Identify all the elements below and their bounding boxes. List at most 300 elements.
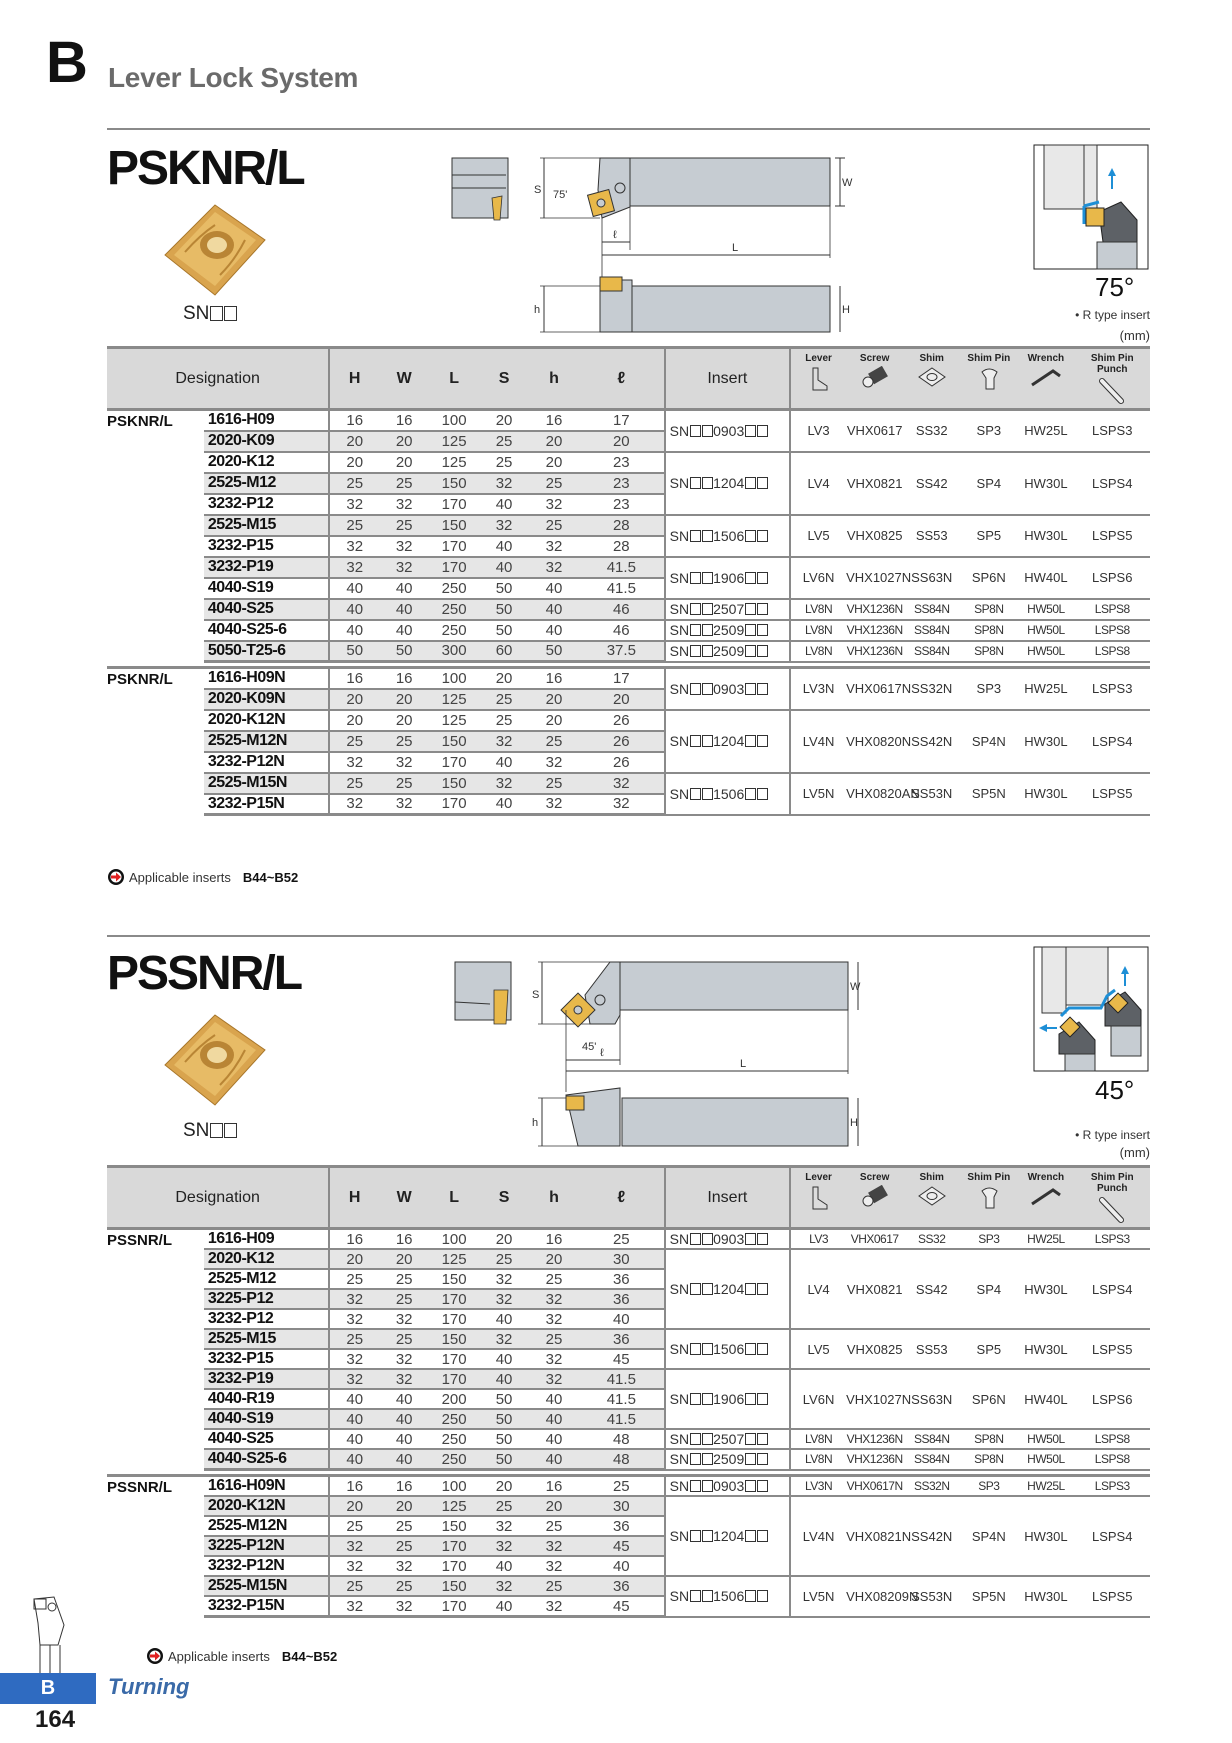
dim-H-cell: 16 [329, 1229, 379, 1250]
designation-cell: 2020-K12 [204, 452, 329, 473]
dim-H-cell: 25 [329, 773, 379, 794]
designation-cell: 3225-P12N [204, 1536, 329, 1556]
dim-W-cell: 32 [379, 1349, 429, 1369]
accessory-part-cell: VHX1236N [846, 599, 903, 620]
accessory-part-cell: HW30L [1017, 710, 1074, 773]
dim-h-cell: 20 [529, 710, 579, 731]
dim-H-cell: 16 [329, 410, 379, 431]
designation-cell: 2525-M12 [204, 1269, 329, 1289]
accessory-part-cell: LSPS8 [1074, 1429, 1150, 1449]
dim-L-cell: 150 [429, 1516, 479, 1536]
col-header-accessory: Wrench [1017, 348, 1074, 410]
accessory-part-cell: HW50L [1017, 641, 1074, 662]
insert-code-cell [665, 773, 790, 815]
dim-S-cell: 25 [479, 710, 529, 731]
approach-angle: 45° [1095, 1075, 1135, 1105]
insert-prefix: SN [669, 785, 690, 802]
dim-h-cell: 40 [529, 1449, 579, 1470]
insert-prefix: SN [669, 1281, 690, 1297]
designation-cell: 4040-S19 [204, 578, 329, 599]
accessory-part-cell: SP6N [960, 557, 1017, 599]
table-row [107, 1429, 1150, 1449]
accessory-part-cell: VHX0617 [846, 410, 903, 452]
accessory-part-cell: VHX0821 [846, 452, 903, 515]
dim-W-cell: 25 [379, 1269, 429, 1289]
accessory-part-cell: LSPS8 [1074, 1449, 1150, 1470]
col-header-l: ℓ [579, 348, 665, 410]
table-row [107, 515, 1150, 536]
col-header-l: ℓ [579, 1167, 665, 1229]
dim-H-cell: 40 [329, 1429, 379, 1449]
dim-W-cell: 32 [379, 494, 429, 515]
dim-label-h: h [532, 1117, 539, 1129]
chapter-tab[interactable]: B [0, 1673, 96, 1704]
insert-code-cell [665, 641, 790, 662]
accessory-part-cell: SS84N [903, 1449, 960, 1470]
insert-code-cell [665, 620, 790, 641]
dim-W-cell: 25 [379, 731, 429, 752]
accessory-part-cell: LSPS5 [1074, 1329, 1150, 1369]
designation-cell: 3232-P19 [204, 557, 329, 578]
dim-W-cell: 40 [379, 1409, 429, 1429]
accessory-part-cell: LSPS8 [1074, 599, 1150, 620]
accessory-part-cell: SP3 [960, 410, 1017, 452]
tool-dimension-diagram [450, 950, 930, 1150]
col-header-accessory: Screw [846, 1167, 903, 1229]
designation-cell: 3232-P15 [204, 536, 329, 557]
accessory-part-cell: LSPS5 [1074, 1576, 1150, 1617]
applicable-range[interactable]: B44~B52 [281, 1648, 338, 1664]
dim-l-cell: 23 [579, 494, 665, 515]
dim-label-W: W [850, 981, 861, 993]
dim-W-cell: 16 [379, 1476, 429, 1497]
table-header-row [107, 1167, 1150, 1229]
accessory-part-cell: LSPS8 [1074, 620, 1150, 641]
accessory-part-cell: HW40L [1017, 557, 1074, 599]
insert-code: 1506 [713, 1588, 745, 1605]
dim-H-cell: 40 [329, 578, 379, 599]
section-divider [107, 935, 1150, 937]
table-row [107, 1229, 1150, 1250]
accessory-part-cell: SS53 [903, 1329, 960, 1369]
accessory-part-cell: LSPS4 [1074, 1496, 1150, 1576]
dim-H-cell: 32 [329, 557, 379, 578]
dim-S-cell: 60 [479, 641, 529, 662]
designation-cell: 3232-P12 [204, 1309, 329, 1329]
accessory-part-cell: SP5N [960, 1576, 1017, 1617]
arrow-right-circle-icon [107, 868, 125, 886]
insert-prefix: SN [669, 622, 690, 638]
spec-table [107, 1165, 1150, 1618]
accessory-part-cell: SP6N [960, 1369, 1017, 1429]
dim-W-cell: 20 [379, 1249, 429, 1269]
col-header-accessory: Shim [903, 348, 960, 410]
accessory-part-cell: HW25L [1017, 668, 1074, 710]
dim-h-cell: 20 [529, 452, 579, 473]
dim-L-cell: 250 [429, 1449, 479, 1470]
col-header-designation: Designation [107, 1167, 329, 1229]
dim-S-cell: 50 [479, 1429, 529, 1449]
dim-L-cell: 170 [429, 1556, 479, 1576]
dim-L-cell: 125 [429, 431, 479, 452]
dim-L-cell: 150 [429, 1576, 479, 1596]
screw-icon [846, 1185, 903, 1210]
accessory-part-cell: SS42N [903, 710, 960, 773]
dim-H-cell: 16 [329, 668, 379, 689]
dim-W-cell: 25 [379, 1536, 429, 1556]
designation-cell: 2525-M15N [204, 1576, 329, 1596]
dim-W-cell: 40 [379, 599, 429, 620]
accessory-part-cell: SP4 [960, 452, 1017, 515]
designation-cell: 5050-T25-6 [204, 641, 329, 662]
shim-pin-punch-icon [1074, 1196, 1150, 1227]
table-row [107, 710, 1150, 731]
dim-L-cell: 170 [429, 1596, 479, 1617]
dim-S-cell: 40 [479, 557, 529, 578]
accessory-part-cell: SP3 [960, 1476, 1017, 1497]
dim-W-cell: 25 [379, 1516, 429, 1536]
dim-W-cell: 32 [379, 557, 429, 578]
dim-label-S: S [532, 989, 540, 1001]
dim-l-cell: 26 [579, 731, 665, 752]
dim-label-h: h [534, 304, 541, 316]
footer-section-name: Turning [108, 1674, 190, 1699]
dim-S-cell: 50 [479, 1409, 529, 1429]
accessory-part-cell: VHX1236N [846, 620, 903, 641]
dim-l-cell: 48 [579, 1429, 665, 1449]
accessory-part-cell: SP5N [960, 773, 1017, 815]
designation-cell: 1616-H09N [204, 1476, 329, 1497]
col-header-H: H [329, 1167, 379, 1229]
applicable-inserts-note [107, 868, 298, 886]
insert-code: 2509 [713, 1451, 745, 1468]
col-header-accessory: Wrench [1017, 1167, 1074, 1229]
designation-cell: 2525-M12N [204, 731, 329, 752]
dim-h-cell: 40 [529, 1429, 579, 1449]
col-header-accessory: Screw [846, 348, 903, 410]
dim-L-cell: 100 [429, 668, 479, 689]
insert-code-cell [665, 1476, 790, 1497]
designation-cell: 3232-P15N [204, 794, 329, 815]
table-row [107, 1249, 1150, 1269]
dim-l-cell: 25 [579, 1476, 665, 1497]
accessory-part-cell: SP8N [960, 599, 1017, 620]
insert-code-cell [665, 1496, 790, 1576]
dim-l-cell: 45 [579, 1596, 665, 1617]
dim-S-cell: 32 [479, 473, 529, 494]
chapter-title: Lever Lock System [108, 62, 359, 93]
accessory-part-cell: SS84N [903, 599, 960, 620]
dim-W-cell: 32 [379, 1309, 429, 1329]
table-row [107, 1476, 1150, 1497]
accessory-part-cell: LV3N [790, 1476, 846, 1497]
dim-h-cell: 32 [529, 536, 579, 557]
col-header-S: S [479, 1167, 529, 1229]
section-title: PSSNR/L [107, 947, 302, 1000]
section-divider [107, 128, 1150, 130]
insert-caption-text: SN [183, 1120, 210, 1141]
table-row [107, 1369, 1150, 1389]
dim-W-cell: 40 [379, 1389, 429, 1409]
accessory-part-cell: SS53N [903, 773, 960, 815]
dim-S-cell: 32 [479, 773, 529, 794]
accessory-part-cell: LSPS3 [1074, 410, 1150, 452]
dim-L-cell: 250 [429, 620, 479, 641]
insert-code: 2509 [713, 622, 745, 638]
accessory-part-cell: LSPS5 [1074, 773, 1150, 815]
insert-code: 1906 [713, 569, 745, 586]
shim-pin-icon [960, 366, 1017, 395]
col-header-accessory: Shim [903, 1167, 960, 1229]
accessory-part-cell: VHX08209N [846, 1576, 903, 1617]
accessory-part-cell: SS63N [903, 1369, 960, 1429]
designation-cell: 2020-K12N [204, 1496, 329, 1516]
unit-label: (mm) [1119, 328, 1150, 343]
dim-H-cell: 32 [329, 536, 379, 557]
applicable-range[interactable]: B44~B52 [242, 869, 299, 885]
table-row [107, 773, 1150, 794]
accessory-part-cell: LSPS4 [1074, 1249, 1150, 1329]
insert-code-cell [665, 452, 790, 515]
col-header-insert: Insert [665, 1167, 790, 1229]
accessory-part-cell: LSPS4 [1074, 710, 1150, 773]
dim-W-cell: 40 [379, 620, 429, 641]
dim-label-H: H [850, 1117, 858, 1129]
accessory-part-cell: VHX0821N [846, 1496, 903, 1576]
dim-label-S: S [534, 184, 542, 196]
dim-H-cell: 20 [329, 1496, 379, 1516]
accessory-part-cell: HW50L [1017, 599, 1074, 620]
accessory-part-cell: HW50L [1017, 1449, 1074, 1470]
dim-W-cell: 25 [379, 515, 429, 536]
dim-l-cell: 36 [579, 1329, 665, 1349]
accessory-part-cell: SS32N [903, 1476, 960, 1497]
tool-dimension-diagram [450, 150, 910, 340]
dim-W-cell: 32 [379, 1369, 429, 1389]
insert-code: 1204 [713, 1281, 745, 1297]
designation-cell: 2525-M12 [204, 473, 329, 494]
dim-L-cell: 100 [429, 1229, 479, 1250]
dim-H-cell: 40 [329, 1449, 379, 1470]
dim-S-cell: 25 [479, 1249, 529, 1269]
col-header-h: h [529, 348, 579, 410]
accessory-part-cell: LV4N [790, 710, 846, 773]
dim-L-cell: 170 [429, 1369, 479, 1389]
dim-h-cell: 16 [529, 1476, 579, 1497]
dim-l-cell: 40 [579, 1309, 665, 1329]
insert-code: 0903 [713, 1478, 745, 1494]
dim-L-cell: 100 [429, 1476, 479, 1497]
dim-S-cell: 20 [479, 410, 529, 431]
chapter-letter: B [46, 30, 88, 95]
dim-h-cell: 16 [529, 410, 579, 431]
dim-h-cell: 16 [529, 1229, 579, 1250]
designation-cell: 4040-R19 [204, 1389, 329, 1409]
dim-h-cell: 32 [529, 557, 579, 578]
accessory-part-cell: LSPS4 [1074, 452, 1150, 515]
dim-L-cell: 150 [429, 1269, 479, 1289]
angle-label: 75' [553, 189, 568, 201]
dim-l-cell: 41.5 [579, 578, 665, 599]
dim-L-cell: 170 [429, 1289, 479, 1309]
accessory-part-cell: LV5N [790, 1576, 846, 1617]
dim-h-cell: 40 [529, 1389, 579, 1409]
dim-S-cell: 40 [479, 1369, 529, 1389]
dim-l-cell: 41.5 [579, 557, 665, 578]
accessory-part-cell: HW25L [1017, 410, 1074, 452]
accessory-part-cell: SS53N [903, 1576, 960, 1617]
insert-image [160, 200, 270, 300]
accessory-part-cell: VHX0617N [846, 668, 903, 710]
accessory-part-cell: LV5N [790, 773, 846, 815]
accessory-part-cell: LV6N [790, 557, 846, 599]
dim-S-cell: 25 [479, 1496, 529, 1516]
dim-L-cell: 125 [429, 452, 479, 473]
insert-code-cell [665, 410, 790, 452]
table-row [107, 1576, 1150, 1596]
dim-l-cell: 28 [579, 515, 665, 536]
accessory-part-cell: LV4 [790, 1249, 846, 1329]
application-diagram [1033, 946, 1149, 1072]
dim-L-cell: 170 [429, 794, 479, 815]
insert-prefix: SN [669, 569, 690, 586]
col-header-accessory: Shim Pin Punch [1074, 1167, 1150, 1229]
insert-code: 1204 [713, 733, 745, 749]
dim-h-cell: 32 [529, 1369, 579, 1389]
designation-cell: 3232-P12 [204, 494, 329, 515]
designation-cell: 2020-K12 [204, 1249, 329, 1269]
dim-L-cell: 125 [429, 689, 479, 710]
dim-H-cell: 32 [329, 1349, 379, 1369]
dim-l-cell: 46 [579, 620, 665, 641]
placeholder-box [224, 306, 237, 321]
designation-cell: 2525-M15N [204, 773, 329, 794]
series-prefix: PSKNR/L [107, 671, 173, 688]
accessory-part-cell: HW30L [1017, 1249, 1074, 1329]
designation-cell: 2020-K09N [204, 689, 329, 710]
accessory-part-cell: LV5 [790, 515, 846, 557]
dim-label-L: L [732, 242, 739, 254]
approach-angle: 75° [1095, 272, 1135, 302]
dim-W-cell: 20 [379, 710, 429, 731]
insert-code: 0903 [713, 422, 745, 439]
accessory-part-cell: LV8N [790, 641, 846, 662]
dim-label-l: ℓ [613, 229, 617, 241]
insert-prefix: SN [669, 680, 690, 697]
applicable-inserts-note [146, 1647, 337, 1665]
accessory-part-cell: SP4N [960, 710, 1017, 773]
accessory-part-cell: SP8N [960, 641, 1017, 662]
dim-W-cell: 32 [379, 794, 429, 815]
dim-l-cell: 45 [579, 1536, 665, 1556]
dim-S-cell: 50 [479, 599, 529, 620]
dim-H-cell: 20 [329, 431, 379, 452]
screw-icon [846, 366, 903, 391]
accessory-part-cell: LV4 [790, 452, 846, 515]
placeholder-box [224, 1123, 237, 1138]
accessory-part-cell: VHX1236N [846, 1429, 903, 1449]
insert-code-cell [665, 668, 790, 710]
insert-code-cell [665, 1229, 790, 1250]
dim-L-cell: 150 [429, 1329, 479, 1349]
insert-code-cell [665, 1249, 790, 1329]
col-header-accessory: Lever [790, 348, 846, 410]
insert-code: 1506 [713, 527, 745, 544]
shim-icon [903, 366, 960, 391]
dim-W-cell: 16 [379, 410, 429, 431]
insert-code-cell [665, 557, 790, 599]
dim-h-cell: 32 [529, 1596, 579, 1617]
dim-S-cell: 32 [479, 1576, 529, 1596]
accessory-part-cell: SS84N [903, 641, 960, 662]
dim-h-cell: 32 [529, 1349, 579, 1369]
col-header-L: L [429, 1167, 479, 1229]
insert-code: 2509 [713, 643, 745, 659]
dim-W-cell: 25 [379, 1576, 429, 1596]
dim-H-cell: 32 [329, 752, 379, 773]
dim-S-cell: 40 [479, 1556, 529, 1576]
dim-W-cell: 16 [379, 668, 429, 689]
designation-cell: 1616-H09 [204, 410, 329, 431]
shim-pin-punch-icon [1074, 377, 1150, 408]
dim-W-cell: 32 [379, 752, 429, 773]
dim-L-cell: 170 [429, 536, 479, 557]
dim-l-cell: 26 [579, 710, 665, 731]
designation-cell: 3232-P15 [204, 1349, 329, 1369]
accessory-part-cell: SP3 [960, 668, 1017, 710]
accessory-part-cell: SP8N [960, 1449, 1017, 1470]
accessory-part-cell: SS63N [903, 557, 960, 599]
dim-H-cell: 25 [329, 1516, 379, 1536]
application-diagram [1033, 144, 1149, 270]
dim-S-cell: 50 [479, 1449, 529, 1470]
section-title: PSKNR/L [107, 142, 304, 195]
designation-cell: 1616-H09 [204, 1229, 329, 1250]
designation-cell: 4040-S19 [204, 1409, 329, 1429]
insert-prefix: SN [669, 1231, 690, 1247]
accessory-part-cell: SP5 [960, 1329, 1017, 1369]
table-row [107, 410, 1150, 431]
designation-cell: 3232-P12N [204, 752, 329, 773]
accessory-part-cell: LV3N [790, 668, 846, 710]
dim-h-cell: 25 [529, 731, 579, 752]
wrench-icon [1017, 366, 1074, 391]
dim-S-cell: 40 [479, 1596, 529, 1617]
accessory-part-cell: SS84N [903, 620, 960, 641]
dim-h-cell: 20 [529, 1249, 579, 1269]
dim-S-cell: 40 [479, 1309, 529, 1329]
dim-L-cell: 150 [429, 515, 479, 536]
dim-S-cell: 32 [479, 1536, 529, 1556]
dim-H-cell: 20 [329, 1249, 379, 1269]
designation-cell: 3225-P12 [204, 1289, 329, 1309]
dim-S-cell: 20 [479, 1229, 529, 1250]
accessory-part-cell: VHX0617 [846, 1229, 903, 1250]
col-header-accessory: Shim Pin [960, 1167, 1017, 1229]
dim-l-cell: 40 [579, 1556, 665, 1576]
accessory-part-cell: HW25L [1017, 1229, 1074, 1250]
dim-h-cell: 32 [529, 494, 579, 515]
dim-L-cell: 170 [429, 494, 479, 515]
dim-H-cell: 32 [329, 1289, 379, 1309]
table-row [107, 452, 1150, 473]
accessory-part-cell: SS42 [903, 1249, 960, 1329]
dim-S-cell: 50 [479, 620, 529, 641]
dim-h-cell: 25 [529, 515, 579, 536]
dim-W-cell: 20 [379, 431, 429, 452]
dim-H-cell: 50 [329, 641, 379, 662]
dim-W-cell: 20 [379, 689, 429, 710]
